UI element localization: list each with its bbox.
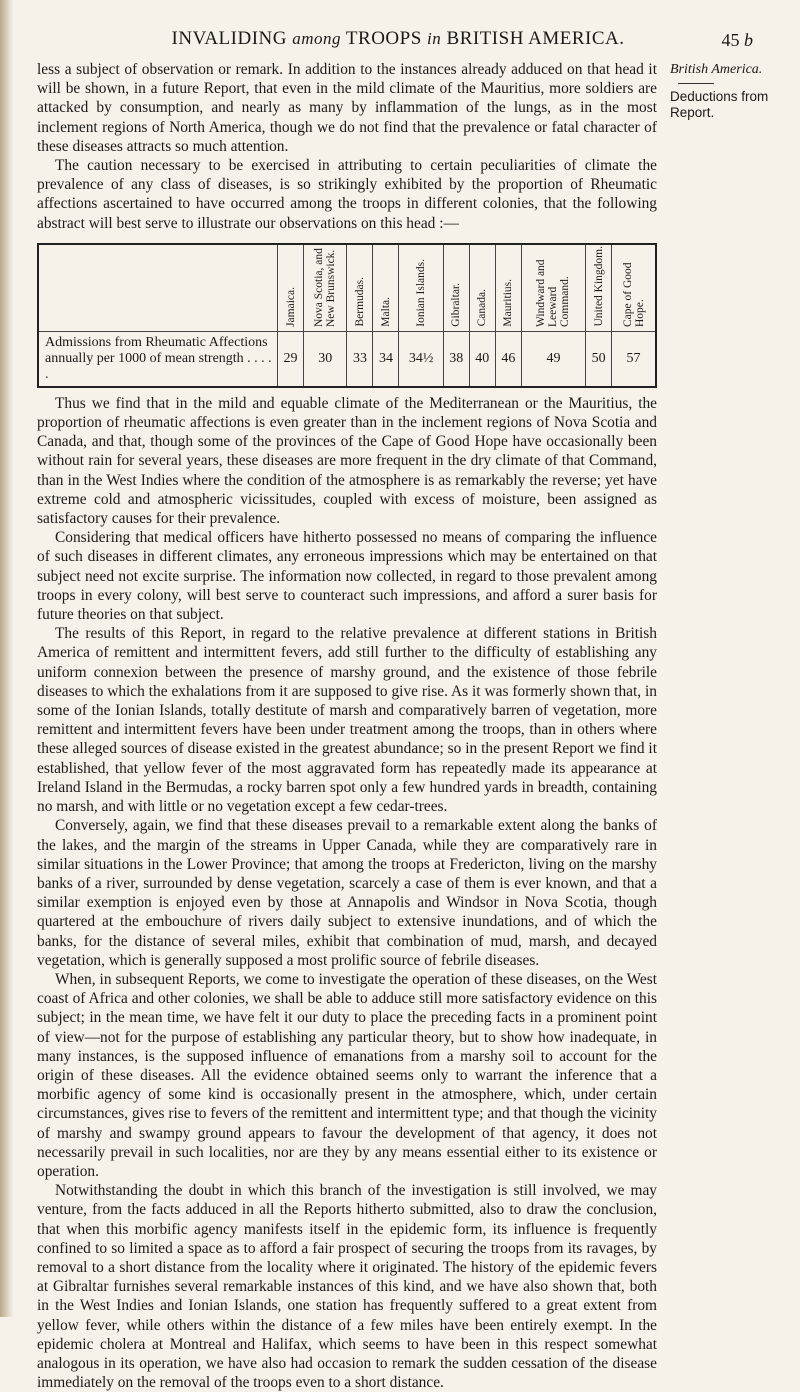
page-number-value: 45	[721, 30, 740, 50]
table-col-header	[304, 244, 347, 332]
table-cell: 57	[612, 331, 656, 387]
paragraph-8: Notwithstanding the doubt in which this branch of the investigation is still involved, we may venture, from the facts adduced in all the Reports hitherto submitted, also to draw the conclusion, that when this morbific agency manifests itself in the epidemic form, its influence is frequently confined to so limited a space as to afford a fair prospect of securing the troops from its ravages, by removal to a short distance from the locality where it originated. The history of the epidemic fevers at Gibraltar furnishes several remarkable instances of this kind, and we have also shown that, both in the West Indies and Ionian Islands, one station has frequently suffered to a great extent from yellow fever, while others within the distance of a few miles have been entirely exempt. In the epidemic cholera at Montreal and Halifax, which seems to have been in this respect somewhat analogous in its operation, we have also had occasion to remark the sudden cessation of the disease immediately on the removal of the troops even to a short distance.	[37, 1182, 657, 1392]
col-united-kingdom: United Kingdom.	[592, 246, 605, 327]
table-col-header	[443, 244, 469, 332]
table-cell: 49	[521, 331, 585, 387]
running-header	[148, 28, 648, 50]
margin-notes	[670, 62, 798, 121]
col-canada: Canada.	[476, 289, 489, 327]
table-cell: 50	[586, 331, 612, 387]
header-title-post: BRITISH AMERICA.	[441, 28, 625, 49]
table-corner-cell	[38, 244, 278, 332]
table-cell: 40	[469, 331, 495, 387]
main-text	[37, 60, 657, 1392]
paragraph-4: Considering that medical officers have hitherto possessed no means of comparing the influence of such diseases in different climates, any erroneous impressions which may be entertained on that subject need not excite surprise. The information now collected, in regard to those prevalent among troops in every colony, will best serve to counteract such impressions, and afford a surer basis for future theories on that subject.	[37, 529, 657, 624]
table-cell: 34	[373, 331, 399, 387]
row-label: Admissions from Rheumatic Affections annually per 1000 of mean strength . . . . .	[38, 331, 278, 387]
paragraph-3: Thus we find that in the mild and equable climate of the Mediterranean or the Mauritius, the proportion of rheumatic affections is even greater than in the inclement regions of Nova Scotia and Canada, and that, though some of the provinces of the Cape of Good Hope have occasionally been without rain for several years, these diseases are more frequent in the dry climate of that Command, than in the West Indies where the condition of the atmosphere is as remarkably the reverse; yet have extreme cold and atmospheric vicissitudes, coupled with excess of moisture, been assigned as satisfactory causes for their prevalence.	[37, 394, 657, 528]
table-header-row	[38, 244, 656, 332]
header-title-italic-2: in	[427, 29, 442, 48]
col-jamaica: Jamaica.	[284, 286, 297, 327]
page-spine-shadow	[0, 0, 14, 1317]
rheumatic-admissions-table	[37, 243, 657, 388]
paragraph-6: Conversely, again, we find that these diseases prevail to a remarkable extent along the banks of the lakes, and the margin of the streams in Upper Canada, while they are comparatively rare in similar situations in the Lower Province; that among the troops at Fredericton, living on the marshy banks of a river, surrounded by dense vegetation, scarcely a case of them is ever known, and that a similar exemption is enjoyed even by those at Annapolis and Windsor in Nova Scotia, though quartered at the embouchure of rivers daily subject to extensive inundations, and of which the banks, for the distance of several miles, exhibit that combination of mud, marsh, and decayed vegetation, which is generally supposed a most prolific source of febrile diseases.	[37, 817, 657, 969]
table-col-header	[586, 244, 612, 332]
table-row	[38, 331, 656, 387]
col-cape-good-hope: Cape of Good Hope.	[621, 262, 646, 327]
table-cell: 46	[495, 331, 521, 387]
paragraph-7: When, in subsequent Reports, we come to investigate the operation of these diseases, on the West coast of Africa and other colonies, we shall be able to adduce still more satisfactory evidence on this subject; in the mean time, we have felt it our duty to place the preceding facts in a prominent point of view—not for the purpose of establishing any particular theory, but to show how inadequate, in many instances, is the supposed influence of emanations from a marshy soil to account for the origin of these diseases. All the evidence obtained seems only to warrant the inference that a morbific agency of some kind is occasionally present in the atmosphere, which, under certain circumstances, gives rise to fevers of the remittent and intermittent type; and that though the vicinity of marshy and swampy ground appears to favour the development of that agency, it does not necessarily prevail in such localities, nor are they by any means essential either to its existence or operation.	[37, 970, 657, 1180]
col-nova-scotia: Nova Scotia, and New Brunswick.	[313, 247, 338, 327]
table-col-header	[521, 244, 585, 332]
table-col-header	[278, 244, 304, 332]
table-cell: 33	[347, 331, 373, 387]
paragraph-2: The caution necessary to be exercised in attributing to certain peculiarities of climate the prevalence of any class of diseases, is so strikingly exhibited by the proportion of Rheumatic affections ascertained to have occurred among the troops in different colonies, that the following abstract will best serve to illustrate our observations on this head :—	[37, 157, 657, 232]
table-col-header	[373, 244, 399, 332]
paragraph-5: The results of this Report, in regard to the relative prevalence at different stations in British America of remittent and intermittent fevers, add still further to the difficulty of establishing any uniform connexion between the presence of marshy ground, and the existence of those febrile diseases to which the exhalations from it are supposed to give rise. As it was formerly shown that, in some of the Ionian Islands, totally destitute of marsh and comparatively barren of vegetation, more remittent and intermittent fevers have been under treatment among the troops, than in others where these alleged sources of disease existed in the greatest abundance; so in the present Report we find it established, that yellow fever of the most aggravated form has repeatedly made its appearance at Ireland Island in the Bermudas, a rocky barren spot only a few hundred yards in breadth, containing no marsh, and with little or no vegetation except a few cedar-trees.	[37, 625, 657, 816]
margin-rule	[678, 83, 714, 84]
table-col-header	[469, 244, 495, 332]
header-title-italic-1: among	[292, 29, 342, 48]
col-gibraltar: Gibraltar.	[450, 283, 463, 327]
page-number	[722, 30, 754, 51]
table-cell: 29	[278, 331, 304, 387]
col-mauritius: Mauritius.	[502, 279, 515, 327]
table-col-header	[612, 244, 656, 332]
header-title-mid: TROOPS	[341, 28, 428, 49]
header-title-pre: INVALIDING	[171, 28, 293, 49]
table-col-header	[495, 244, 521, 332]
table-col-header	[399, 244, 443, 332]
table-col-header	[347, 244, 373, 332]
col-windward-leeward: Windward and Leeward Command.	[535, 259, 572, 327]
margin-section-title: British America.	[670, 62, 763, 77]
col-ionian-islands: Ionian Islands.	[415, 259, 428, 327]
paragraph-1: less a subject of observation or remark. In addition to the instances already adduced on that head it will be shown, in a future Report, that even in the mild climate of the Mauritius, more soldiers are attacked by consumption, and nearly as many by inflammation of the lungs, as in the most inclement regions of North America, though we do not find that the prevalence or fatal character of these diseases attracts so much attention.	[37, 61, 657, 155]
margin-note-deductions: Deductions from Report.	[670, 89, 769, 120]
col-malta: Malta.	[379, 297, 392, 327]
page-number-suffix: b	[744, 30, 753, 50]
table-cell: 38	[443, 331, 469, 387]
table-cell: 34½	[399, 331, 443, 387]
table-cell: 30	[304, 331, 347, 387]
col-bermudas: Bermudas.	[353, 277, 366, 327]
